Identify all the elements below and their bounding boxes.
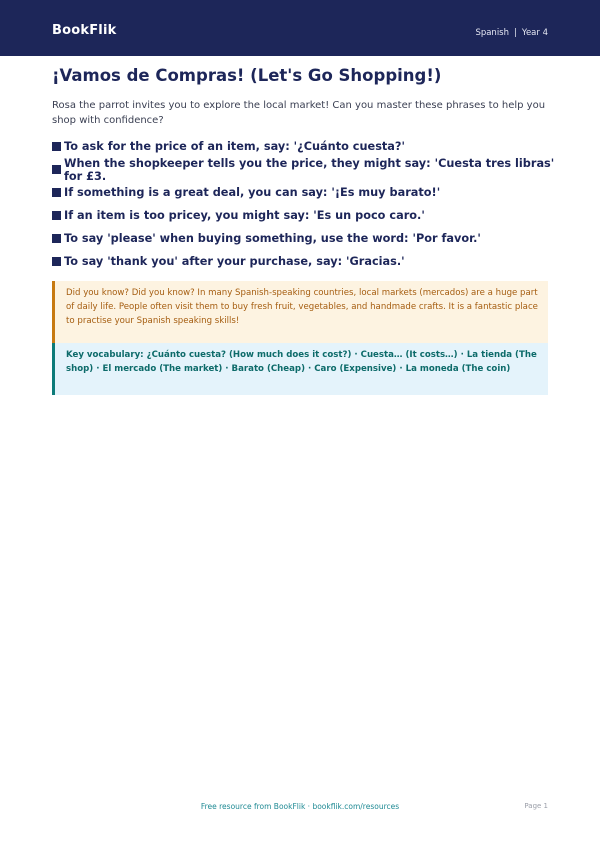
footer-credit-link[interactable]: Free resource from BookFlik · bookflik.com/resources (200, 802, 400, 811)
meta-separator: | (514, 28, 517, 38)
list-item-text: When the shopkeeper tells you the price, they might say: 'Cuesta tres libras' for £3. (64, 156, 555, 183)
list-item-text: To ask for the price of an item, say: '¿Cuánto cuesta?' (64, 140, 405, 153)
did-you-know-callout: Did you know? Did you know? In many Spanish-speaking countries, local markets (mercados) are a huge part of daily life. People often visit them to buy fresh fruit, vegetables, and handmade crafts. It is a fantastic place to practise your Spanish speaking skills! (52, 281, 548, 343)
brand-logo[interactable]: BookFlik (52, 23, 117, 38)
square-bullet-icon (52, 142, 61, 151)
phrase-list (52, 135, 572, 273)
square-bullet-icon (52, 165, 61, 174)
list-item (52, 158, 572, 181)
square-bullet-icon (52, 234, 61, 243)
intro-text: Rosa the parrot invites you to explore the local market! Can you master these phrases to help you shop with confidence? (52, 100, 546, 126)
list-item (52, 135, 572, 158)
key-vocabulary-callout: Key vocabulary: ¿Cuánto cuesta? (How much does it cost?) · Cuesta… (It costs…) · La tienda (The shop) · El mercado (The market) · Barato (Cheap) · Caro (Expensive) · La moneda (The coin) (52, 343, 548, 395)
list-item (52, 227, 572, 250)
square-bullet-icon (52, 211, 61, 220)
list-item-text: If an item is too pricey, you might say: 'Es un poco caro.' (64, 209, 425, 222)
square-bullet-icon (52, 257, 61, 266)
square-bullet-icon (52, 188, 61, 197)
subject-label: Spanish (475, 28, 510, 38)
subject-meta (475, 28, 548, 38)
year-label: Year 4 (521, 28, 548, 38)
page-number: Page 1 (524, 802, 548, 810)
list-item (52, 204, 572, 227)
list-item-text: To say 'please' when buying something, use the word: 'Por favor.' (64, 232, 481, 245)
page-title: ¡Vamos de Compras! (Let's Go Shopping!) (52, 66, 442, 85)
list-item (52, 181, 572, 204)
list-item (52, 250, 572, 273)
page-header (0, 0, 600, 56)
list-item-text: If something is a great deal, you can say: '¡Es muy barato!' (64, 186, 441, 199)
list-item-text: To say 'thank you' after your purchase, say: 'Gracias.' (64, 255, 405, 268)
page-footer (0, 802, 600, 816)
